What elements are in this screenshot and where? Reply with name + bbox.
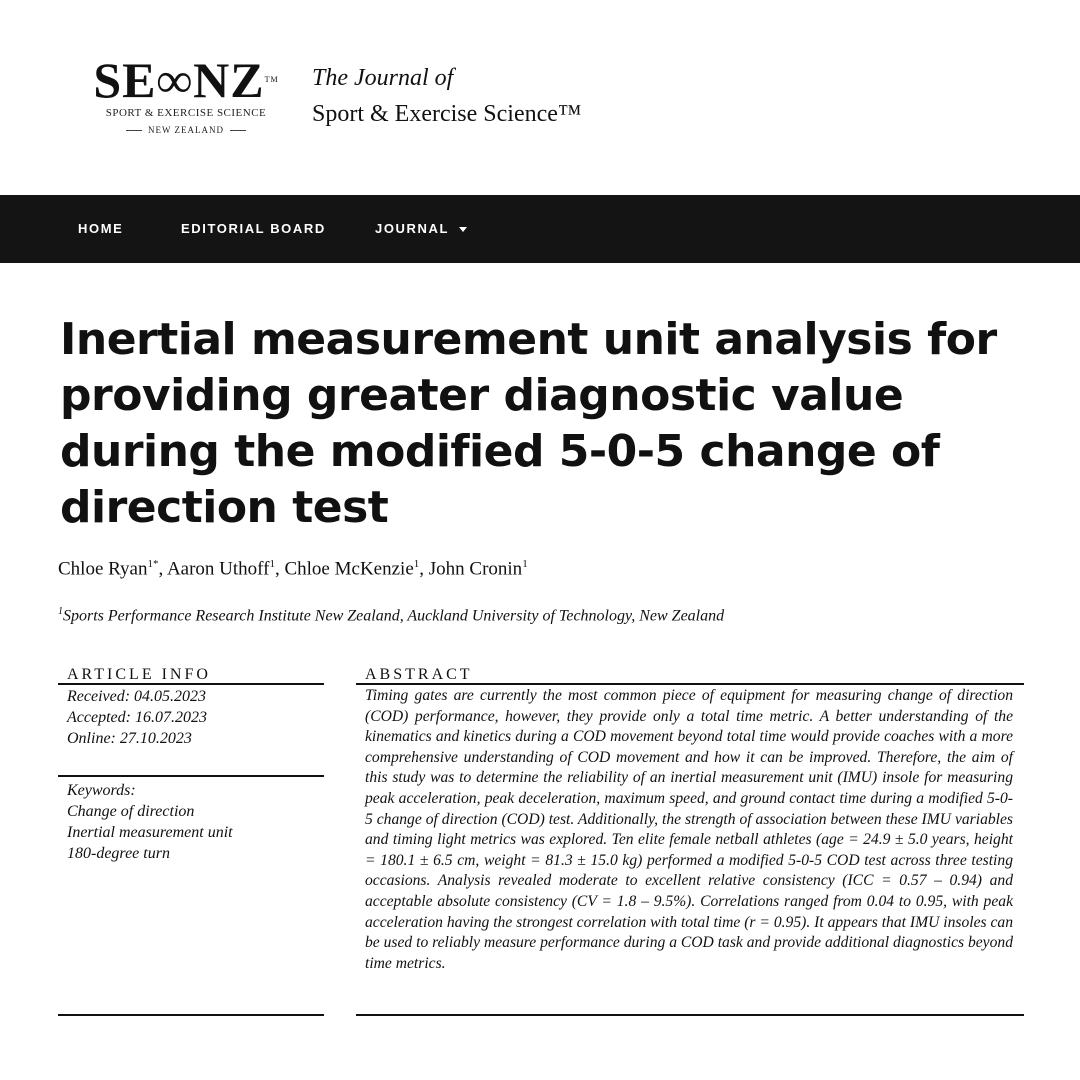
keywords-block [67,780,233,864]
abstract-heading: ABSTRACT [365,666,473,683]
article-title: Inertial measurement unit analysis for providing greater diagnostic value during the modified 5-0-5 change of direction test [60,314,997,533]
journal-title [312,60,581,132]
author-separator: , [419,558,429,580]
nav-editorial-board[interactable] [181,195,326,263]
author-name[interactable]: Chloe McKenzie [284,558,414,580]
caret-down-icon [459,227,467,232]
nav-journal-dropdown[interactable] [375,195,467,263]
article-info-heading: ARTICLE INFO [67,666,211,683]
keywords-top-rule [58,775,324,777]
journal-title-line2: Sport & Exercise Science™ [312,101,582,127]
keyword-item: Change of direction [67,803,195,820]
article-dates [67,686,207,749]
affiliation-text: Sports Performance Research Institute New Zealand, Auckland University of Technology, New Zealand [63,607,725,625]
received-date: Received: 04.05.2023 [67,688,207,705]
keyword-item: 180-degree turn [67,845,170,862]
author-name[interactable]: Aaron Uthoff [166,558,270,580]
author-list [58,558,528,580]
article-info-top-rule [58,683,324,685]
journal-title-line1: The Journal of [312,65,454,91]
logo-mark-text: SE∞NZ [93,52,265,108]
logo-mark [86,52,286,108]
author-name[interactable]: Chloe Ryan [58,558,148,580]
abstract-text: Timing gates are currently the most common piece of equipment for measuring change of direction (COD) performance, however, they provide only a total time metric. A better understanding of the kinematics and kinetics during a COD movement beyond total time would provide coaches with a more comprehensive understanding of COD movement and how it can be improved. Therefore, the aim of this study was to determine the reliability of an inertial measurement unit (IMU) insole for measuring peak acceleration, peak deceleration, maximum speed, and ground contact time during a modified 5-0-5 change of direction (COD) test. Additionally, the strength of association between these IMU variables and timing light metrics was explored. Ten elite female netball athletes (age = 24.9 ± 5.0 years, height = 180.1 ± 6.5 cm, weight = 81.3 ± 15.0 kg) performed a modified 5-0-5 COD test across three testing occasions. Analysis revealed moderate to excellent relative consistency (ICC = 0.57 – 0.94) and acceptable absolute consistency (CV = 1.8 – 9.5%). Correlations ranged from 0.04 to 0.95, with peak acceleration having the strongest correlation with total time (r = 0.95). It appears that IMU insoles can be used to reliably measure performance during a COD task and provide additional diagnostics beyond time metrics. [365,687,1013,972]
logo-subtitle: SPORT & EXERCISE SCIENCE [105,107,267,119]
author-affiliation-mark: 1 [522,558,528,570]
logo-country: NEW ZEALAND [147,125,225,135]
author-affiliation-mark: 1* [147,558,159,570]
site-header [0,0,1080,195]
author-separator: , [274,558,285,580]
logo-rule-left [126,130,142,131]
keywords-label: Keywords: [67,782,136,799]
author-name[interactable]: John Cronin [428,558,523,580]
logo-rule-right [230,130,246,131]
logo-country-row [86,125,286,135]
article-info-bottom-rule [58,1014,324,1016]
nav-journal-label: JOURNAL [375,221,450,236]
nav-home-label: HOME [78,221,124,236]
online-date: Online: 27.10.2023 [67,730,192,747]
keyword-item: Inertial measurement unit [67,824,233,841]
nav-home[interactable] [78,195,123,263]
author-affiliation-mark: 1 [413,558,420,570]
author-affiliation-mark: 1 [269,558,275,570]
abstract-bottom-rule [356,1014,1024,1016]
main-nav [0,195,1080,263]
abstract-top-rule [356,683,1024,685]
author-separator: , [158,558,167,580]
site-logo[interactable] [86,52,286,135]
logo-trademark: TM [264,75,279,84]
nav-editorial-board-label: EDITORIAL BOARD [181,221,326,236]
affiliation-mark: 1 [58,606,63,617]
accepted-date: Accepted: 16.07.2023 [67,709,207,726]
author-affiliation [58,606,724,625]
